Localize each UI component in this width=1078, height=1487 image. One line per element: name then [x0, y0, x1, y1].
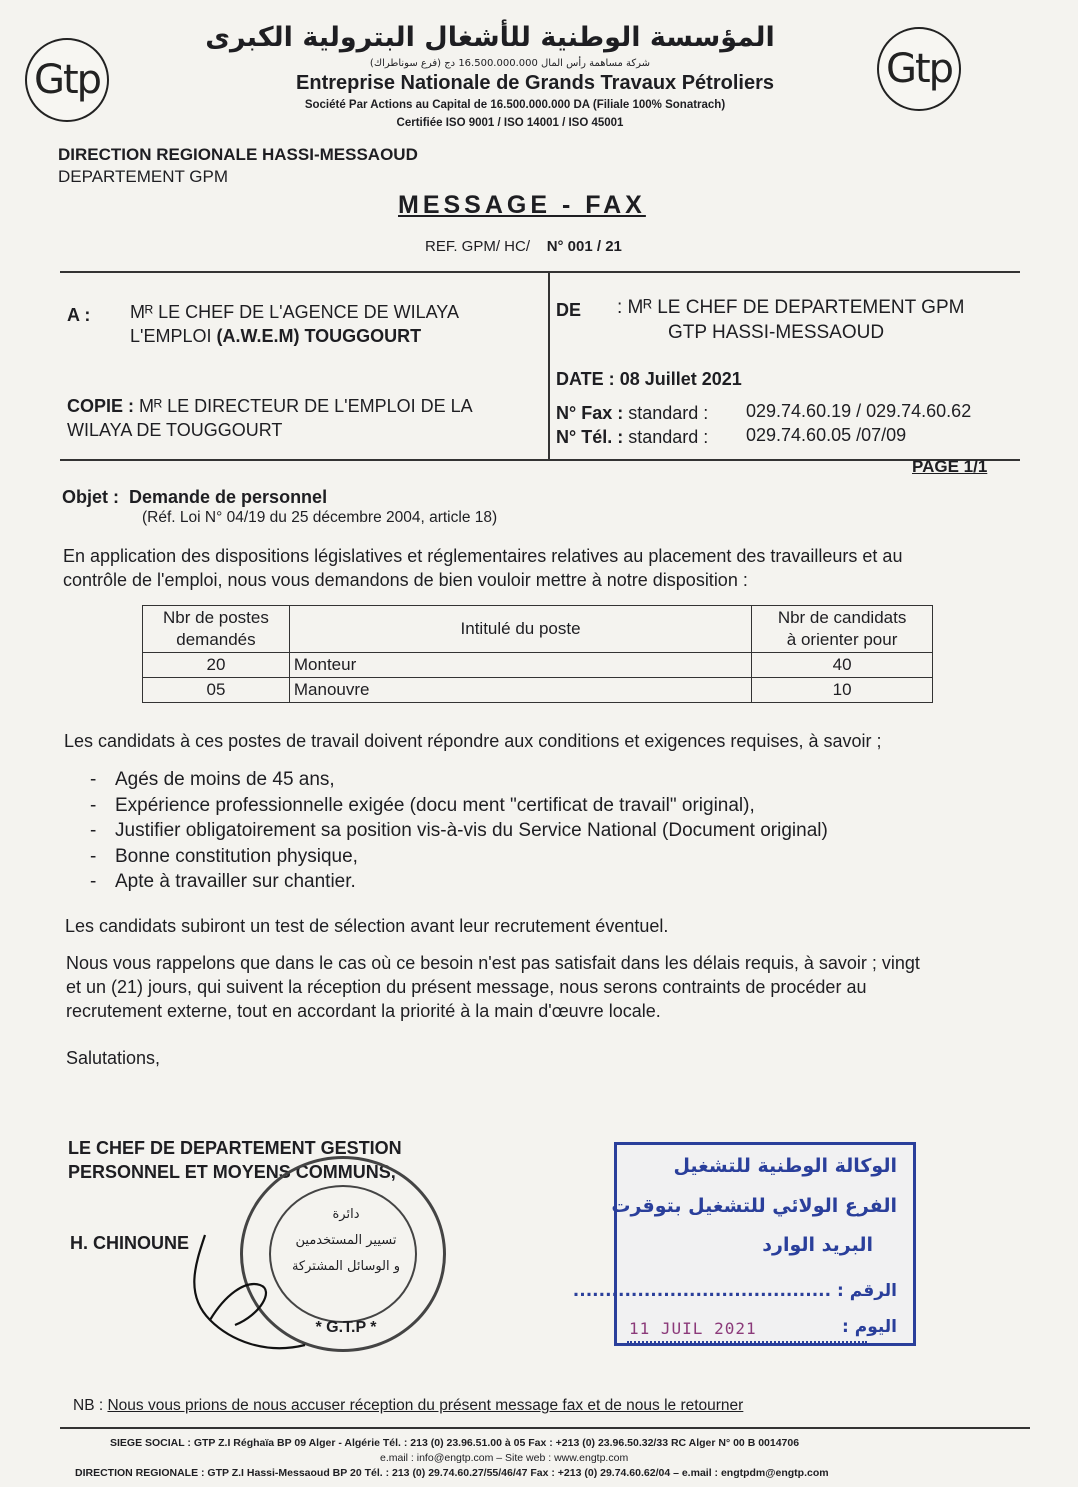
ref-label: REF. GPM/ HC/ — [425, 238, 531, 255]
reminder-line-2: et un (21) jours, qui suivent la réception du présent message, nous serons contraints de procéder au — [66, 977, 867, 997]
fax-label: N° Fax : standard : — [556, 403, 709, 423]
nb-note: NB : Nous vous prions de nous accuser réception du présent message fax et de nous le retourner — [73, 1397, 744, 1414]
ref-number: N° 001 / 21 — [546, 238, 622, 255]
footer-regionale: DIRECTION REGIONALE : GTP Z.I Hassi-Messaoud BP 20 Tél. : 213 (0) 29.74.60.27/55/46/47 Fax : +213 (0) 29.74.60.62/04 – e.mail : engtpdm@engtp.com — [75, 1467, 829, 1479]
objet-reference: (Réf. Loi N° 04/19 du 25 décembre 2004, article 18) — [142, 509, 498, 526]
to-line-2: L'EMPLOI (A.W.E.M) TOUGGOURT — [130, 326, 422, 346]
signatory-title-1: LE CHEF DE DEPARTEMENT GESTION — [68, 1138, 402, 1158]
reminder-line-3: recrutement externe, tout en accordant la priorité à la main d'œuvre locale. — [66, 1001, 661, 1021]
salutation: Salutations, — [66, 1048, 161, 1068]
tel-label: N° Tél. : standard : — [556, 427, 709, 447]
reminder-line-1: Nous vous rappelons que dans le cas où ce besoin n'est pas satisfait dans les délais requis, à savoir ; vingt — [66, 953, 920, 973]
cell-postes: 05 — [143, 678, 290, 703]
arabic-company-subtitle: شركة مساهمة رأس المال 16.500.000.000 دج (فرع سوناطراك) — [369, 58, 651, 69]
cell-intitule: Monteur — [289, 653, 751, 678]
reception-stamp — [572, 1142, 916, 1346]
cell-candidats: 10 — [752, 678, 933, 703]
gtp-logo-left: Gtp — [25, 38, 109, 122]
stamp-line-1: الوكالة الوطنية للتشغيل — [673, 1155, 897, 1177]
from-line-2: GTP HASSI-MESSAOUD — [668, 322, 885, 343]
stamp-line-3: البريد الوارد — [762, 1234, 873, 1256]
copy-line-2: WILAYA DE TOUGGOURT — [67, 420, 283, 440]
company-capital: Société Par Actions au Capital de 16.500.000.000 DA (Filiale 100% Sonatrach) — [304, 99, 726, 111]
list-item: - Bonne constitution physique, — [90, 845, 358, 867]
selection-note: Les candidats subiront un test de sélection avant leur recrutement éventuel. — [65, 916, 669, 936]
cell-postes: 20 — [143, 653, 290, 678]
positions-table — [142, 605, 933, 703]
fax-value: 029.74.60.19 / 029.74.60.62 — [746, 401, 972, 421]
conditions-list — [90, 767, 828, 895]
list-item: - Expérience professionnelle exigée (docu ment "certificat de travail" original), — [90, 794, 755, 816]
header-divider-vertical — [548, 271, 550, 459]
stamp-line-2: الفرع الولائي للتشغيل بتوقرت — [611, 1195, 897, 1217]
direction-regionale: DIRECTION REGIONALE HASSI-MESSAOUD — [58, 145, 418, 164]
document-title: MESSAGE - FAX — [398, 191, 646, 219]
cell-candidats: 40 — [752, 653, 933, 678]
header-divider-bottom — [60, 459, 1020, 461]
date: DATE : 08 Juillet 2021 — [556, 369, 742, 389]
reference — [425, 238, 622, 255]
header-divider-top — [60, 271, 1020, 273]
arabic-company-title: المؤسسة الوطنية للأشغال البترولية الكبرى — [205, 22, 775, 53]
intro-line-2: contrôle de l'emploi, nous vous demandons de bien vouloir mettre à notre disposition : — [63, 570, 748, 590]
list-item: - Justifier obligatoirement sa position vis-à-vis du Service National (Document original) — [90, 820, 828, 841]
footer-siege: SIEGE SOCIAL : GTP Z.I Réghaïa BP 09 Alger - Algérie Tél. : 213 (0) 23.96.51.00 à 05 Fax : +213 (0) 23.96.50.32/33 RC Alger N° 00 B 0014706 — [110, 1437, 800, 1449]
footer-divider — [60, 1427, 1030, 1429]
company-name: Entreprise Nationale de Grands Travaux Pétroliers — [296, 72, 774, 94]
company-seal: دائرة تسيير المستخدمين و الوسائل المشتركة * G.T.P * — [240, 1156, 446, 1352]
table-header-row — [143, 606, 933, 653]
from-line-1: : Mᴿ LE CHEF DE DEPARTEMENT GPM — [617, 297, 965, 318]
cell-intitule: Manouvre — [289, 678, 751, 703]
header-intitule: Intitulé du poste — [289, 606, 751, 653]
list-item: - Apte à travailler sur chantier. — [90, 871, 356, 892]
departement: DEPARTEMENT GPM — [58, 167, 229, 186]
footer-email: e.mail : info@engtp.com – Site web : www.engtp.com — [380, 1452, 629, 1464]
header-nbr-postes: Nbr de postes demandés — [143, 606, 290, 653]
conditions-intro: Les candidats à ces postes de travail doivent répondre aux conditions et exigences requises, à savoir ; — [64, 731, 882, 751]
handwritten-signature — [165, 1225, 315, 1365]
signatory-title-2: PERSONNEL ET MOYENS COMMUNS, — [68, 1162, 396, 1182]
stamp-day: اليوم : — [842, 1317, 897, 1337]
stamp-date: 11 JUIL 2021 — [629, 1319, 757, 1338]
table-row — [143, 653, 933, 678]
from-label: DE — [556, 300, 582, 320]
list-item: - Agés de moins de 45 ans, — [90, 769, 335, 790]
stamp-number: الرقم : ........................................ — [572, 1281, 897, 1301]
gtp-logo-right: Gtp — [877, 27, 961, 111]
copy-line-1: COPIE : Mᴿ LE DIRECTEUR DE L'EMPLOI DE LA — [67, 396, 473, 416]
certification: Certifiée ISO 9001 / ISO 14001 / ISO 45001 — [396, 117, 624, 129]
to-label: A : — [67, 305, 91, 325]
page-number: PAGE 1/1 — [912, 457, 988, 476]
to-line-1: Mᴿ LE CHEF DE L'AGENCE DE WILAYA — [130, 302, 459, 322]
intro-line-1: En application des dispositions législatives et réglementaires relatives au placement des travailleurs et au — [63, 546, 903, 566]
header-nbr-candidats: Nbr de candidats à orienter pour — [752, 606, 933, 653]
objet: Objet : Demande de personnel — [62, 487, 328, 507]
table-row — [143, 678, 933, 703]
tel-value: 029.74.60.05 /07/09 — [746, 425, 907, 445]
signatory-name: H. CHINOUNE — [70, 1233, 190, 1253]
